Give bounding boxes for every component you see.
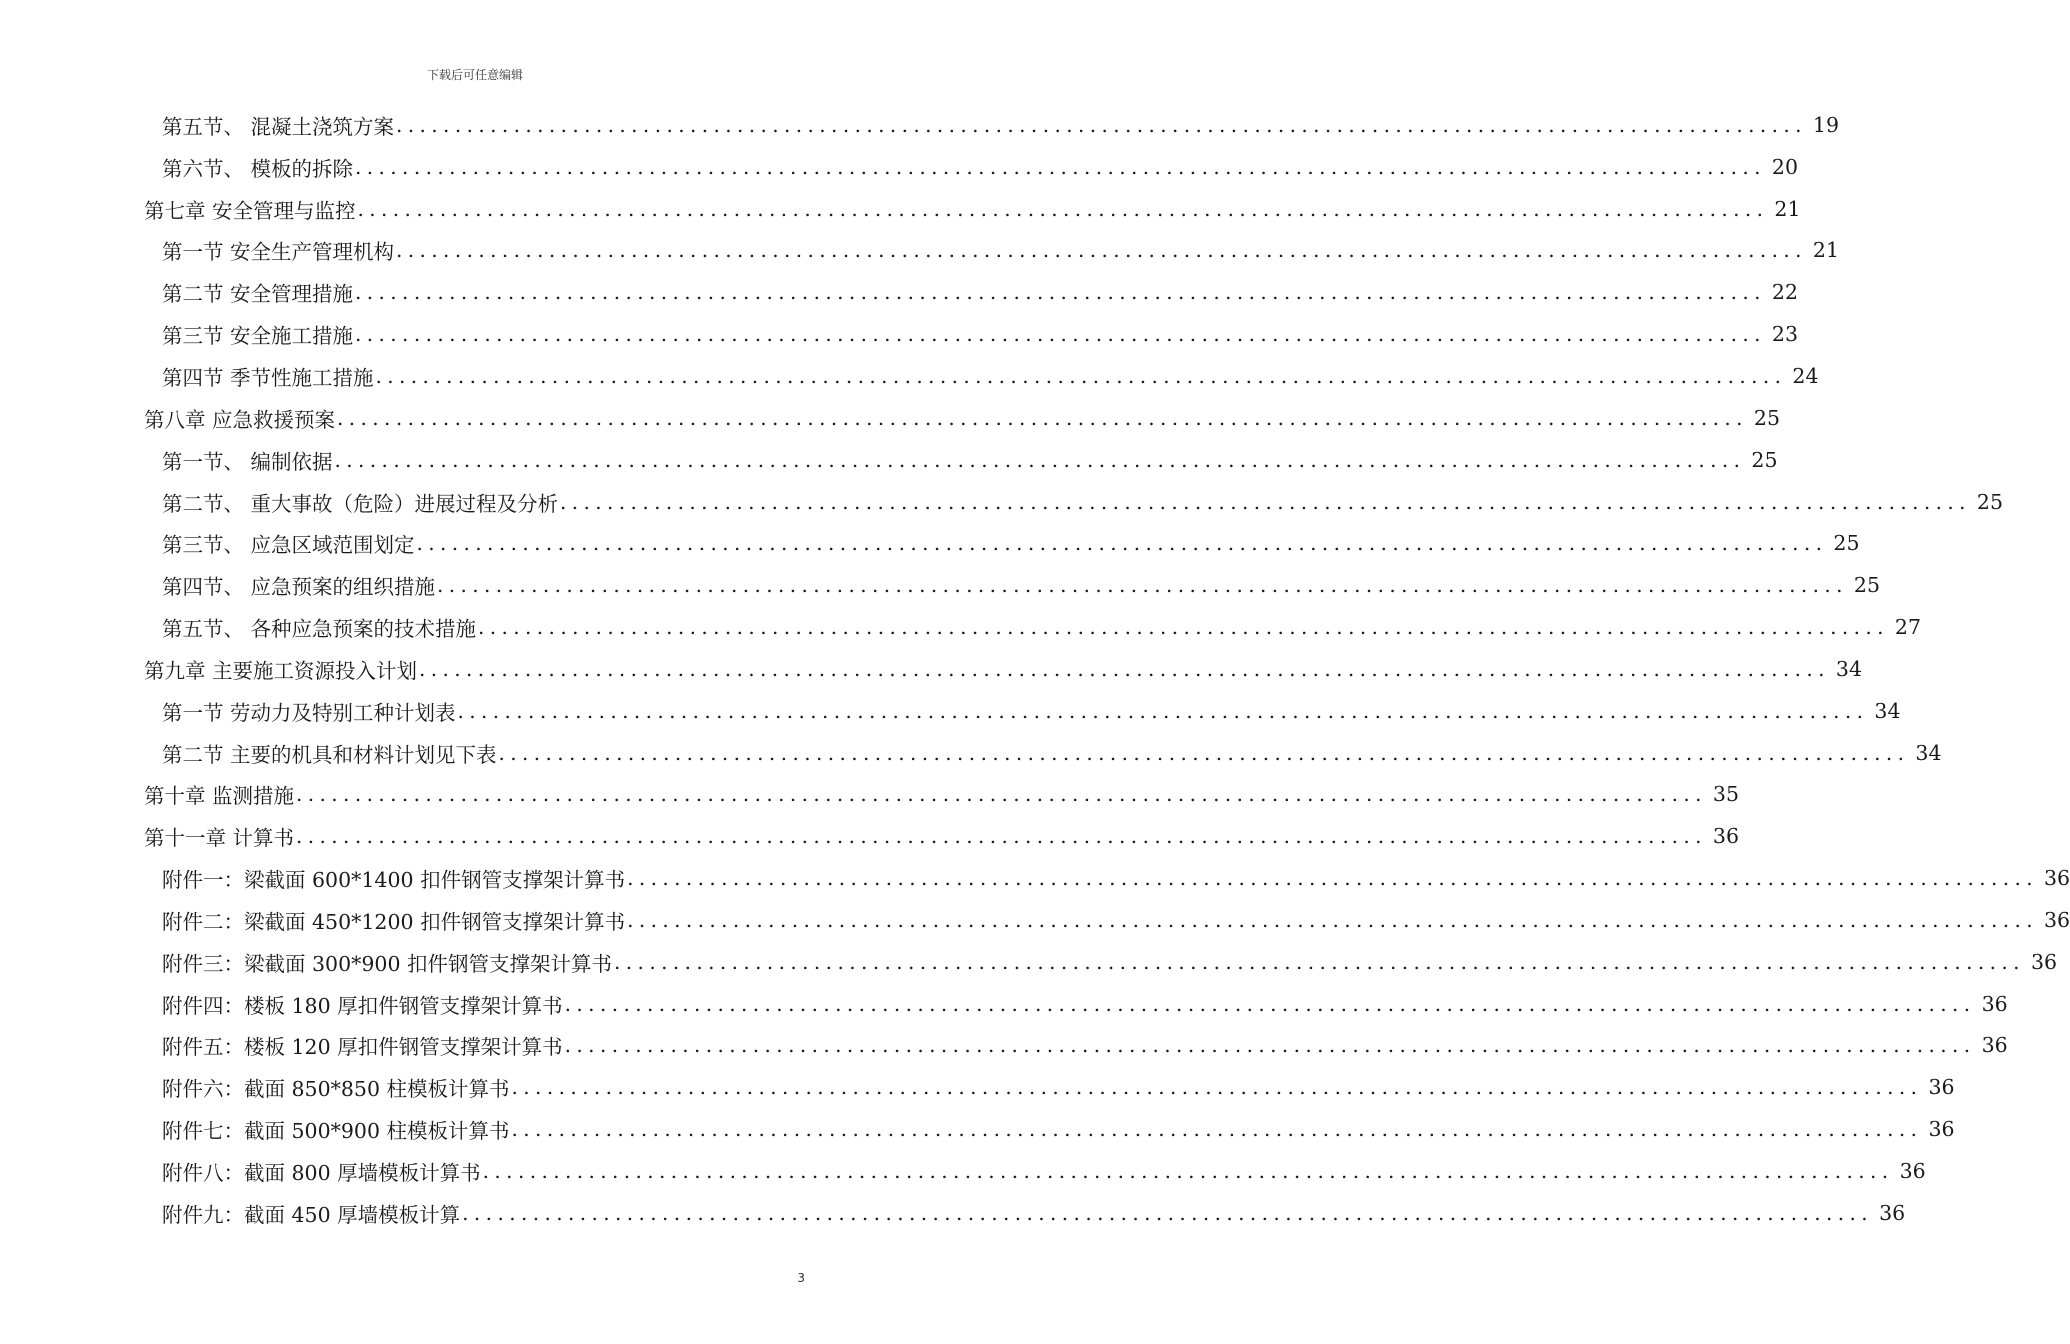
toc-entry-page: 27 [1894,615,1921,640]
toc-entry-title: 第六节、 模板的拆除 [162,152,355,182]
toc-entry-page: 25 [1753,405,1781,430]
toc-entry-title: 第三节 安全施工措施 [162,319,355,349]
toc-entry-title: 第一节、 编制依据 [162,445,335,475]
toc-entry-title: 第五节、 混凝土浇筑方案 [162,110,396,140]
toc-entry-title: 第十章 监测措施 [144,779,296,809]
table-of-contents [0,104,2070,1234]
toc-entry-title: 第十一章 计算书 [144,821,296,851]
toc-entry[interactable] [0,271,1799,313]
toc-dot-leader: ........................................................................................................................ [416,531,1828,556]
toc-dot-leader: ........................................................................................................................ [419,656,1830,681]
toc-entry-page: 36 [2030,949,2058,974]
toc-entry[interactable] [0,732,1942,774]
toc-entry-page: 34 [1874,698,1901,723]
toc-dot-leader: ........................................................................................................................ [457,698,1869,723]
toc-dot-leader: ........................................................................................................................ [396,238,1807,263]
toc-entry[interactable] [0,104,1840,146]
toc-entry[interactable] [0,983,2008,1025]
toc-entry[interactable] [0,606,1921,648]
toc-entry-page: 25 [1751,447,1778,472]
toc-entry[interactable] [0,899,2070,941]
toc-entry[interactable] [0,439,1778,481]
toc-entry[interactable] [0,1192,1906,1234]
toc-dot-leader: ........................................................................................................................ [462,1200,1874,1225]
toc-entry-title: 第四节 季节性施工措施 [162,361,376,391]
toc-entry[interactable] [0,1066,1955,1108]
toc-entry-title: 第三节、 应急区域范围划定 [162,528,417,558]
toc-entry-page: 25 [1853,573,1880,598]
toc-dot-leader: ........................................................................................................................ [437,573,1848,598]
page-number: 3 [797,1271,805,1285]
toc-entry-title: 第五节、 各种应急预案的技术措施 [162,612,478,642]
toc-entry-page: 25 [1833,531,1860,556]
toc-entry-page: 20 [1771,154,1799,179]
toc-dot-leader: ........................................................................................................................ [375,363,1787,388]
toc-entry-title: 第一节 安全生产管理机构 [162,235,396,265]
toc-dot-leader: ........................................................................................................................ [355,322,1766,347]
toc-entry-title: 第二节 安全管理措施 [162,277,355,307]
toc-dot-leader: ........................................................................................................................ [355,154,1766,179]
toc-entry[interactable] [0,690,1901,732]
toc-dot-leader: ........................................................................................................................ [355,280,1766,305]
toc-entry[interactable] [0,355,1819,397]
toc-dot-leader: ........................................................................................................................ [334,447,1746,472]
toc-entry-title: 第一节 劳动力及特别工种计划表 [162,696,458,726]
toc-entry[interactable] [0,1108,1955,1150]
toc-entry[interactable] [0,146,1799,188]
toc-entry-title: 附件九：截面 450 厚墙模板计算 [162,1198,462,1228]
toc-dot-leader: ........................................................................................................................ [564,991,1976,1016]
toc-entry[interactable] [0,313,1799,355]
toc-entry-page: 36 [2043,866,2070,891]
toc-entry-page: 36 [1712,824,1740,849]
toc-dot-leader: ........................................................................................................................ [296,782,1707,807]
toc-entry[interactable] [0,941,2058,983]
toc-entry-page: 36 [1928,1075,1955,1100]
toc-entry[interactable] [0,1025,2008,1067]
toc-dot-leader: ........................................................................................................................ [511,1117,1923,1142]
toc-entry-title: 第七章 安全管理与监控 [144,194,358,224]
toc-dot-leader: ........................................................................................................................ [498,740,1910,765]
toc-entry-page: 36 [2043,907,2070,932]
toc-entry-title: 第八章 应急救援预案 [144,403,337,433]
toc-entry-title: 附件一：梁截面 600*1400 扣件钢管支撑架计算书 [162,863,627,893]
toc-entry-page: 36 [1899,1159,1926,1184]
toc-entry-title: 附件五：楼板 120 厚扣件钢管支撑架计算书 [162,1030,565,1060]
toc-entry-title: 附件三：梁截面 300*900 扣件钢管支撑架计算书 [162,947,614,977]
toc-entry-title: 附件七：截面 500*900 柱模板计算书 [162,1114,512,1144]
toc-entry-page: 23 [1771,322,1799,347]
toc-entry-title: 第二节 主要的机具和材料计划见下表 [162,738,499,768]
toc-dot-leader: ........................................................................................................................ [614,949,2025,974]
header-note: 下载后可任意编辑 [426,68,523,82]
toc-entry-page: 36 [1981,991,2008,1016]
toc-entry[interactable] [0,564,1880,606]
toc-entry-title: 第四节、 应急预案的组织措施 [162,570,437,600]
toc-dot-leader: ........................................................................................................................ [357,196,1769,221]
toc-entry-page: 24 [1792,363,1819,388]
toc-entry[interactable] [0,522,1860,564]
toc-dot-leader: ........................................................................................................................ [564,1033,1976,1058]
toc-entry[interactable] [0,397,1781,439]
toc-entry[interactable] [0,774,1740,816]
toc-entry[interactable] [0,857,2070,899]
toc-entry-title: 第二节、 重大事故（危险）进展过程及分析 [162,487,560,517]
toc-entry-page: 34 [1835,656,1862,681]
toc-entry[interactable] [0,230,1840,272]
toc-dot-leader: ........................................................................................................................ [337,405,1748,430]
toc-entry[interactable] [0,1150,1926,1192]
toc-entry-title: 附件二：梁截面 450*1200 扣件钢管支撑架计算书 [162,905,627,935]
toc-entry-title: 第九章 主要施工资源投入计划 [144,654,419,684]
toc-entry-page: 19 [1812,112,1840,137]
toc-entry[interactable] [0,481,2003,523]
toc-dot-leader: ........................................................................................................................ [511,1075,1923,1100]
toc-entry[interactable] [0,188,1801,230]
toc-dot-leader: ........................................................................................................................ [296,824,1707,849]
toc-entry-title: 附件四：楼板 180 厚扣件钢管支撑架计算书 [162,989,565,1019]
toc-entry[interactable] [0,648,1862,690]
toc-dot-leader: ........................................................................................................................ [396,112,1807,137]
toc-entry-page: 21 [1774,196,1801,221]
toc-dot-leader: ........................................................................................................................ [627,907,2038,932]
toc-entry-page: 35 [1712,782,1740,807]
toc-entry-title: 附件八：截面 800 厚墙模板计算书 [162,1156,483,1186]
toc-dot-leader: ........................................................................................................................ [482,1159,1894,1184]
toc-entry[interactable] [0,815,1740,857]
toc-entry-page: 36 [1981,1033,2008,1058]
toc-dot-leader: ........................................................................................................................ [560,489,1971,514]
toc-entry-title: 附件六：截面 850*850 柱模板计算书 [162,1072,512,1102]
toc-entry-page: 22 [1771,280,1799,305]
toc-entry-page: 34 [1915,740,1942,765]
toc-dot-leader: ........................................................................................................................ [627,866,2038,891]
toc-dot-leader: ........................................................................................................................ [478,615,1889,640]
toc-entry-page: 36 [1879,1200,1906,1225]
toc-entry-page: 25 [1976,489,2003,514]
toc-entry-page: 21 [1812,238,1840,263]
toc-entry-page: 36 [1928,1117,1955,1142]
